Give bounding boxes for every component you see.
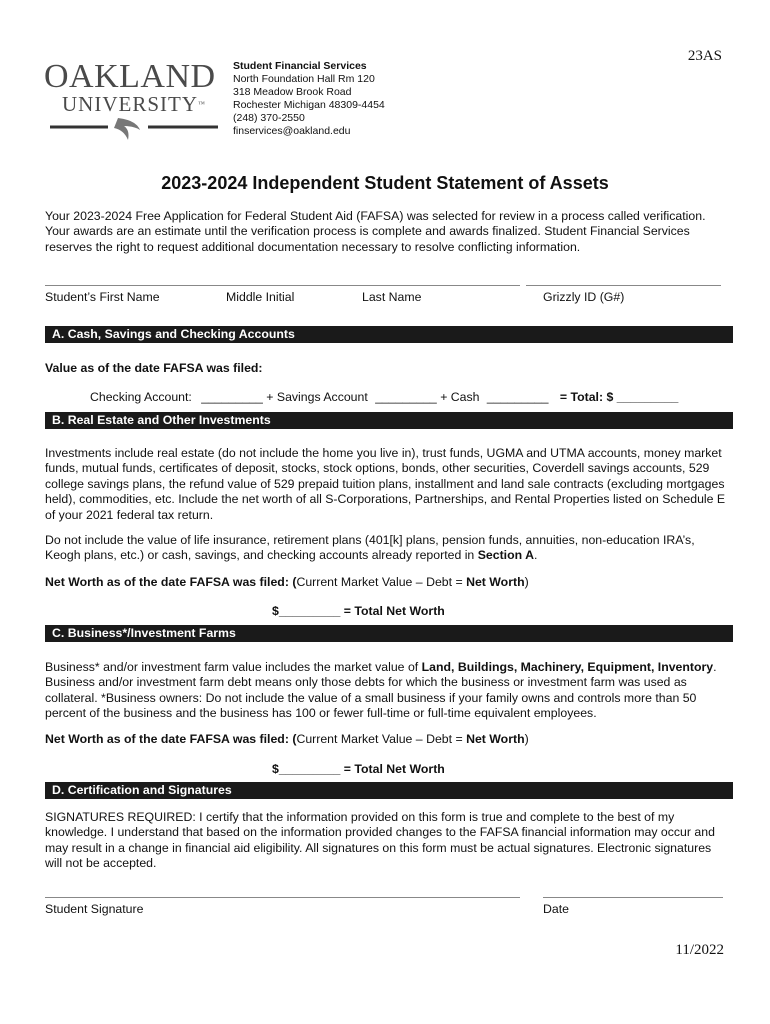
cash-field[interactable]: _________ xyxy=(486,390,549,404)
section-b-exclusions: Do not include the value of life insurance, retirement plans (401[k] plans, pension funds, annuities, non-education IRA’s, Keogh plans, etc.) or cash, savings, and checking accounts already reported in Section A. xyxy=(45,533,695,563)
savings-account-field[interactable]: _________ xyxy=(375,390,437,404)
section-c-net-worth-label: Net Worth as of the date FAFSA was filed: (Current Market Value – Debt = Net Worth) xyxy=(45,732,529,746)
section-b-header: B. Real Estate and Other Investments xyxy=(45,412,733,429)
logo-line1: OAKLAND xyxy=(44,58,216,95)
section-a-header: A. Cash, Savings and Checking Accounts xyxy=(45,326,733,343)
office-address-line: North Foundation Hall Rm 120 xyxy=(233,73,375,85)
checking-account-label: Checking Account: xyxy=(90,390,192,404)
logo-grizzly-mark-icon xyxy=(44,116,224,142)
section-a-totals-row xyxy=(90,390,678,404)
page-title: 2023-2024 Independent Student Statement of Assets xyxy=(161,173,609,193)
office-name: Student Financial Services xyxy=(233,60,367,72)
grizzly-id-field[interactable] xyxy=(526,285,721,286)
middle-initial-label: Middle Initial xyxy=(226,290,295,304)
form-code: 23AS xyxy=(687,48,722,64)
office-address-line: 318 Meadow Brook Road xyxy=(233,86,352,98)
date-field[interactable] xyxy=(543,897,723,898)
section-b-net-worth-label: Net Worth as of the date FAFSA was filed: (Current Market Value – Debt = Net Worth) xyxy=(45,575,529,589)
section-b-paragraph: Investments include real estate (do not include the home you live in), trust funds, UGMA and UTMA accounts, money market funds, mutual funds, certificates of deposit, stocks, stock options, bonds, other securities, Coverdell savings accounts, 529 college savings plans, the refund value of 529 prepaid tuition plans, installment and land sale contracts (excluding mortgages held), commodities, etc. Include the net worth of all S-Corporations, Partnerships, and Rental Properties listed on Schedule E of your 2021 federal tax return. xyxy=(45,446,726,522)
certification-paragraph: SIGNATURES REQUIRED: I certify that the information provided on this form is true and complete to the best of my knowledge. I understand that based on the information provided changes to the FAFSA financial information may occur and may result in a change in financial aid eligibility. All signatures on this form must be actual signatures. Electronic signatures will not be accepted. xyxy=(45,810,715,871)
first-name-label: Student’s First Name xyxy=(45,290,160,304)
last-name-label: Last Name xyxy=(362,290,422,304)
intro-paragraph: Your 2023-2024 Free Application for Federal Student Aid (FAFSA) was selected for review in a process called verification. Your awards are an estimate until the verification process is complete and awards finalized. Student Financial Services reserves the right to request additional documentation necessary to resolve conflicting information. xyxy=(45,209,706,254)
office-address-block xyxy=(233,60,385,138)
section-c-paragraph: Business* and/or investment farm value includes the market value of Land, Buildings, Machinery, Equipment, Inventory. Business and/or investment farm debt means only those debts for which the business or investment farm was used as collateral. *Business owners: Do not include the value of a small business if your family owns and controls more than 50 percent of the business and the business has 100 or fewer full-time or full-time equivalent employees. xyxy=(45,660,717,721)
section-c-header: C. Business*/Investment Farms xyxy=(45,625,733,642)
oakland-university-logo xyxy=(44,60,224,142)
office-address-line: Rochester Michigan 48309-4454 xyxy=(233,99,385,111)
student-name-field[interactable] xyxy=(45,285,520,286)
grizzly-id-label: Grizzly ID (G#) xyxy=(543,290,625,304)
section-d-header: D. Certification and Signatures xyxy=(45,782,733,799)
total-field[interactable]: = Total: $ _________ xyxy=(559,390,679,404)
revision-date: 11/2022 xyxy=(675,942,724,958)
section-c-total-net-worth-field[interactable]: $_________ = Total Net Worth xyxy=(272,762,445,776)
savings-account-label: + Savings Account xyxy=(266,390,368,404)
student-signature-label: Student Signature xyxy=(45,902,144,916)
office-phone: (248) 370-2550 xyxy=(233,112,305,124)
section-a-value-label: Value as of the date FAFSA was filed: xyxy=(45,361,263,375)
date-label: Date xyxy=(543,902,569,916)
cash-label: + Cash xyxy=(440,390,480,404)
checking-account-field[interactable]: _________ xyxy=(201,390,263,404)
student-signature-field[interactable] xyxy=(45,897,520,898)
logo-line2: UNIVERSITY™ xyxy=(62,92,206,116)
section-b-total-net-worth-field[interactable]: $_________ = Total Net Worth xyxy=(272,604,445,618)
office-email: finservices@oakland.edu xyxy=(233,125,351,137)
